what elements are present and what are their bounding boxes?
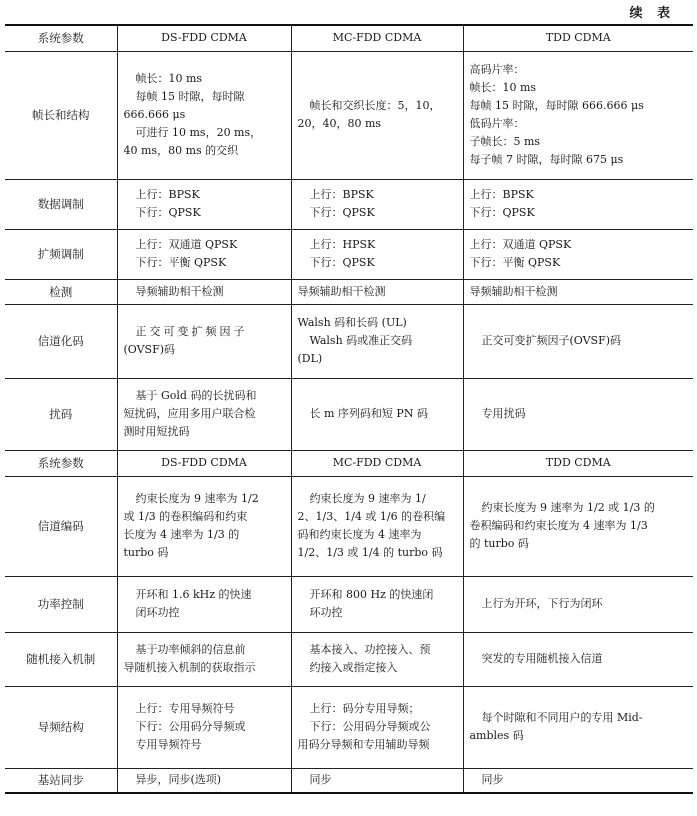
coding-tdd-line-1: 约束长度为 9 速率为 1/2 或 1/3 的 xyxy=(481,501,655,514)
cell-sync-mc xyxy=(291,768,463,793)
cell-random-ds xyxy=(117,632,291,686)
cell-power-ds xyxy=(117,576,291,632)
cell-spreadmod-mc xyxy=(291,229,463,279)
pilot-tdd-line-1: 每个时隙和不同用户的专用 Mid- xyxy=(481,711,643,724)
cell-datamod-ds xyxy=(117,179,291,229)
frame-mc-line-2: 20，40，80 ms xyxy=(297,117,382,130)
spreadmod-ds-line-2: 下行：平衡 QPSK xyxy=(135,256,227,269)
cell-pilot-mc xyxy=(291,686,463,768)
header-tdd: TDD CDMA xyxy=(463,25,693,51)
row-coding xyxy=(5,476,693,576)
row-power xyxy=(5,576,693,632)
row-random xyxy=(5,632,693,686)
pilot-mc-line-1: 上行：码分专用导频； xyxy=(309,702,420,715)
coding-tdd-line-3: 的 turbo 码 xyxy=(469,537,529,550)
param-channelization: 信道化码 xyxy=(5,304,117,378)
header-mc: MC-FDD CDMA xyxy=(291,25,463,51)
param-sync: 基站同步 xyxy=(5,768,117,793)
power-mc-line-1: 开环和 800 Hz 的快速闭 xyxy=(309,588,434,601)
row-spreadmod xyxy=(5,229,693,279)
coding-mc-line-2: 2、1/3、1/4 或 1/6 的卷积编 xyxy=(297,510,446,523)
header-row xyxy=(5,25,693,51)
param-pilot: 导频结构 xyxy=(5,686,117,768)
scrambling-tdd-text: 专用扰码 xyxy=(481,407,526,420)
cell-scrambling-tdd xyxy=(463,378,693,450)
header2-ds: DS-FDD CDMA xyxy=(117,450,291,476)
channelization-mc-line-3: (DL) xyxy=(297,352,323,365)
frame-tdd-line-6: 每子帧 7 时隙，每时隙 675 μs xyxy=(469,153,624,166)
spreadmod-tdd-line-1: 上行：双通道 QPSK xyxy=(469,238,572,251)
cell-coding-tdd xyxy=(463,476,693,576)
cell-detect-tdd xyxy=(463,279,693,304)
sync-ds-text: 异步，同步(选项) xyxy=(135,773,222,787)
frame-tdd-line-2: 帧长：10 ms xyxy=(469,81,537,94)
header2-tdd: TDD CDMA xyxy=(463,450,693,476)
cell-detect-mc xyxy=(291,279,463,304)
cell-scrambling-mc xyxy=(291,378,463,450)
power-mc-line-2: 环功控 xyxy=(309,606,343,619)
coding-mc-line-4: 1/2、1/3 或 1/4 的 turbo 码 xyxy=(297,546,443,559)
frame-ds-line-5: 40 ms，80 ms 的交织 xyxy=(123,144,239,157)
detect-ds-text: 导频辅助相干检测 xyxy=(135,284,224,298)
cell-scrambling-ds xyxy=(117,378,291,450)
scrambling-ds-line-3: 测时用短扰码 xyxy=(123,425,190,438)
spreadmod-mc-line-1: 上行：HPSK xyxy=(309,238,376,251)
cell-coding-mc xyxy=(291,476,463,576)
coding-ds-line-3: 长度为 4 速率为 1/3 的 xyxy=(123,528,240,541)
cell-datamod-tdd xyxy=(463,179,693,229)
pilot-ds-line-3: 专用导频符号 xyxy=(135,738,202,751)
frame-tdd-line-5: 子帧长：5 ms xyxy=(469,135,541,148)
cell-pilot-tdd xyxy=(463,686,693,768)
frame-ds-line-3: 666.666 μs xyxy=(123,108,186,121)
datamod-ds-line-2: 下行：QPSK xyxy=(135,206,201,219)
cell-power-tdd xyxy=(463,576,693,632)
row-detect xyxy=(5,279,693,304)
datamod-mc-line-2: 下行：QPSK xyxy=(309,206,375,219)
random-tdd-text: 突发的专用随机接入信道 xyxy=(481,652,603,665)
cell-detect-ds xyxy=(117,279,291,304)
channelization-mc-line-2: Walsh 码或准正交码 xyxy=(309,334,413,347)
coding-mc-line-1: 约束长度为 9 速率为 1/ xyxy=(309,492,426,505)
random-mc-line-2: 约接入或指定接入 xyxy=(309,661,398,674)
header-ds: DS-FDD CDMA xyxy=(117,25,291,51)
frame-mc-line-1: 帧长和交织长度：5，10， xyxy=(309,99,441,112)
row-datamod xyxy=(5,179,693,229)
power-ds-line-1: 开环和 1.6 kHz 的快速 xyxy=(135,588,252,601)
detect-tdd-text: 导频辅助相干检测 xyxy=(469,284,558,298)
sync-mc-text: 同步 xyxy=(309,773,332,787)
detect-mc-text: 导频辅助相干检测 xyxy=(297,284,386,298)
scrambling-mc-text: 长 m 序列码和短 PN 码 xyxy=(309,407,428,420)
spreadmod-ds-line-1: 上行：双通道 QPSK xyxy=(135,238,238,251)
param-frame: 帧长和结构 xyxy=(5,51,117,179)
cell-sync-ds xyxy=(117,768,291,793)
pilot-ds-line-1: 上行：专用导频符号 xyxy=(135,702,235,715)
random-mc-line-1: 基本接入、功控接入、预 xyxy=(309,643,431,656)
cell-power-mc xyxy=(291,576,463,632)
pilot-tdd-line-2: ambles 码 xyxy=(469,729,524,742)
cell-random-mc xyxy=(291,632,463,686)
frame-tdd-line-3: 每帧 15 时隙，每时隙 666.666 μs xyxy=(469,99,644,112)
random-ds-line-2: 导随机接入机制的获取指示 xyxy=(123,661,256,674)
param-power: 功率控制 xyxy=(5,576,117,632)
cell-channelization-mc xyxy=(291,304,463,378)
row-frame xyxy=(5,51,693,179)
cell-frame-ds xyxy=(117,51,291,179)
scrambling-ds-line-1: 基于 Gold 码的长扰码和 xyxy=(135,389,257,402)
spreadmod-mc-line-2: 下行：QPSK xyxy=(309,256,375,269)
coding-ds-line-1: 约束长度为 9 速率为 1/2 xyxy=(135,492,259,505)
random-ds-line-1: 基于功率倾斜的信息前 xyxy=(135,643,246,656)
frame-ds-line-1: 帧长：10 ms xyxy=(135,72,203,85)
channelization-ds-line-1: 正交可变扩频因子 xyxy=(135,325,248,338)
datamod-tdd-line-1: 上行：BPSK xyxy=(469,188,534,201)
cell-channelization-ds xyxy=(117,304,291,378)
cdma-comparison-table xyxy=(5,24,693,794)
pilot-mc-line-3: 用码分导频和专用辅助导频 xyxy=(297,738,430,751)
row-channelization xyxy=(5,304,693,378)
cell-spreadmod-ds xyxy=(117,229,291,279)
power-tdd-text: 上行为开环，下行为闭环 xyxy=(481,597,603,610)
pilot-ds-line-2: 下行：公用码分导频或 xyxy=(135,720,246,733)
header-param: 系统参数 xyxy=(5,25,117,51)
datamod-ds-line-1: 上行：BPSK xyxy=(135,188,200,201)
coding-tdd-line-2: 卷积编码和约束长度为 4 速率为 1/3 xyxy=(469,519,648,532)
pilot-mc-line-2: 下行：公用码分导频或公 xyxy=(309,720,431,733)
header2-mc: MC-FDD CDMA xyxy=(291,450,463,476)
cell-random-tdd xyxy=(463,632,693,686)
frame-tdd-line-4: 低码片率： xyxy=(469,117,525,130)
row-scrambling xyxy=(5,378,693,450)
datamod-mc-line-1: 上行：BPSK xyxy=(309,188,374,201)
coding-mc-line-3: 码和约束长度为 4 速率为 xyxy=(297,528,422,541)
cell-spreadmod-tdd xyxy=(463,229,693,279)
frame-tdd-line-1: 高码片率： xyxy=(469,63,525,76)
cell-sync-tdd xyxy=(463,768,693,793)
coding-ds-line-2: 或 1/3 的卷积编码和约束 xyxy=(123,510,248,523)
param-datamod: 数据调制 xyxy=(5,179,117,229)
param-spreadmod: 扩频调制 xyxy=(5,229,117,279)
power-ds-line-2: 闭环功控 xyxy=(135,606,180,619)
frame-ds-line-2: 每帧 15 时隙，每时隙 xyxy=(135,90,245,103)
scrambling-ds-line-2: 短扰码，应用多用户联合检 xyxy=(123,407,256,420)
row-sync xyxy=(5,768,693,793)
cell-frame-mc xyxy=(291,51,463,179)
coding-ds-line-4: turbo 码 xyxy=(123,546,169,559)
param-coding: 信道编码 xyxy=(5,476,117,576)
datamod-tdd-line-2: 下行：QPSK xyxy=(469,206,535,219)
channelization-mc-line-1: Walsh 码和长码 (UL) xyxy=(297,316,407,329)
cell-frame-tdd xyxy=(463,51,693,179)
header-row-2 xyxy=(5,450,693,476)
header2-param: 系统参数 xyxy=(5,450,117,476)
continued-label: 续 表 xyxy=(629,6,675,21)
param-detect: 检测 xyxy=(5,279,117,304)
channelization-ds-line-2: (OVSF)码 xyxy=(123,343,176,356)
sync-tdd-text: 同步 xyxy=(481,773,504,787)
cell-coding-ds xyxy=(117,476,291,576)
cell-pilot-ds xyxy=(117,686,291,768)
channelization-tdd-text: 正交可变扩频因子(OVSF)码 xyxy=(481,334,622,347)
param-random: 随机接入机制 xyxy=(5,632,117,686)
cell-datamod-mc xyxy=(291,179,463,229)
param-scrambling: 扰码 xyxy=(5,378,117,450)
frame-ds-line-4: 可进行 10 ms，20 ms， xyxy=(135,126,262,139)
spreadmod-tdd-line-2: 下行：平衡 QPSK xyxy=(469,256,561,269)
cell-channelization-tdd xyxy=(463,304,693,378)
row-pilot xyxy=(5,686,693,768)
